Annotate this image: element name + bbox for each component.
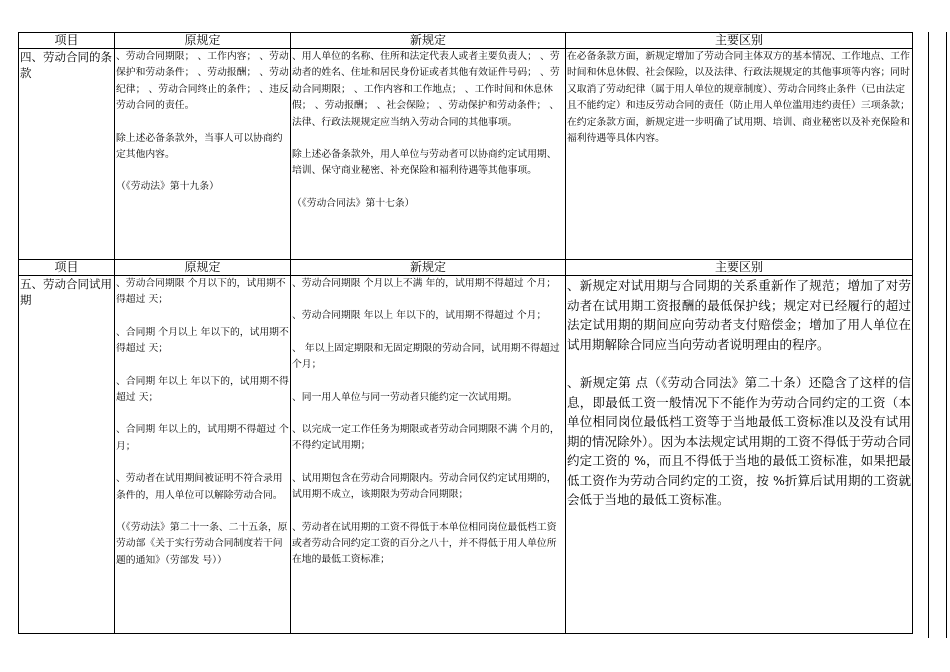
section4-new-p: 、用人单位的名称、住所和法定代表人或者主要负责人； 、劳动者的姓名、住址和居民身份证或者其他有效证件号码； 、劳动合同期限； 、工作内容和工作地点； 、工作时间和休息休假； 、劳动报酬； 、社会保险； 、劳动保护和劳动条件； 、法律、行政法规规定应当纳入劳动合同的其他事项。 [292, 51, 560, 128]
header-row [19, 33, 913, 49]
section4-diff-p: 在必备条款方面，新规定增加了劳动合同主体双方的基本情况、工作地点、工作时间和休息休假、社会保险，以及法律、行政法规规定的其他事项等内容；同时又取消了劳动纪律（属于用人单位的规章制度）、劳动合同终止条件（已由法定且不能约定）和违反劳动合同的责任（防止用人单位滥用违约责任）三项条款；在约定条款方面，新规定进一步明确了试用期、培训、商业秘密以及补充保险和福利待遇等具体内容。 [567, 51, 910, 145]
section5-old-p: 、劳动合同期限 个月以下的，试用期不得超过 天； [116, 278, 286, 306]
section5-item: 五、劳动合同试用期 [19, 276, 115, 634]
header-item: 项目 [19, 33, 115, 49]
header-diff: 主要区别 [566, 260, 913, 276]
section5-old-p: 、劳动者在试用期间被证明不符合录用条件的，用人单位可以解除劳动合同。 [116, 473, 283, 501]
section4-old-p: （《劳动法》第十九条） [116, 181, 219, 193]
section5-new-p: 、劳动者在试用期的工资不得低于本单位相同岗位最低档工资或者劳动合同约定工资的百分之八十，并不得低于用人单位所在地的最低工资标准； [292, 521, 557, 566]
section5-diff [566, 276, 913, 634]
section5-diff-p: 、新规定第 点（《劳动合同法》第二十条）还隐含了这样的信息，即最低工资一般情况下不能作为劳动合同约定的工资（本单位相同岗位最低档工资等于当地最低工资标准以及没有试用期的情况除外）。因为本法规定试用期的工资不得低于劳动合同约定工资的 %，而且不得低于当地的最低工资标准，如果把最低工资作为劳动合同约定的工资，按 %折算后试用期的工资就会低于当地的最低工资标准。 [567, 375, 911, 507]
section5-new-p: 、试用期包含在劳动合同期限内。劳动合同仅约定试用期的，试用期不成立，该期限为劳动合同期限； [292, 472, 557, 501]
header-old: 原规定 [115, 260, 291, 276]
section4-item: 四、劳动合同的条款 [19, 49, 115, 260]
section4-diff [566, 49, 913, 260]
section5-old-p: （《劳动法》第二十一条、二十五条，原劳动部《关于实行劳动合同制度若干问题的通知》（劳部发 号）） [116, 522, 288, 566]
section4-row [19, 49, 913, 260]
header-item: 项目 [19, 260, 115, 276]
header-old: 原规定 [115, 33, 291, 49]
header-new: 新规定 [291, 33, 566, 49]
section5-new [291, 276, 566, 634]
comparison-table [18, 32, 913, 634]
document-page [18, 32, 930, 638]
section5-new-p: 、同一用人单位与同一劳动者只能约定一次试用期。 [292, 391, 518, 403]
section4-old-p: 、劳动合同期限； 、工作内容； 、劳动保护和劳动条件； 、劳动报酬； 、劳动纪律； 、劳动合同终止的条件； 、违反劳动合同的责任。 [116, 51, 289, 112]
header-diff: 主要区别 [566, 33, 913, 49]
section4-old-p: 除上述必备条款外，当事人可以协商约定其他内容。 [116, 132, 283, 161]
header-new: 新规定 [291, 260, 566, 276]
section5-old-p: 、合同期 年以上的，试用期不得超过 个月； [116, 424, 289, 452]
section5-new-p: 、劳动合同期限 个月以上不满 年的，试用期不得超过 个月； [292, 278, 557, 289]
section5-new-p: 、 年以上固定期限和无固定期限的劳动合同，试用期不得超过 个月； [292, 342, 560, 371]
page-border-line [928, 32, 929, 638]
page-border-line [946, 32, 947, 638]
section5-old [115, 276, 291, 634]
section4-new [291, 49, 566, 260]
header-row-2 [19, 260, 913, 276]
section5-new-p: 、以完成一定工作任务为期限或者劳动合同期限不满 个月的，不得约定试用期； [292, 424, 560, 452]
section5-new-p: 、劳动合同期限 年以上 年以下的，试用期不得超过 个月； [292, 310, 547, 322]
section4-new-p: （《劳动合同法》第十七条） [292, 197, 415, 209]
section5-row [19, 276, 913, 634]
section5-old-p: 、合同期 年以上 年以下的，试用期不得超过 天； [116, 375, 289, 404]
section5-diff-p: 、新规定对试用期与合同期的关系重新作了规范；增加了对劳动者在试用期工资报酬的最低保护线；规定对已经履行的超过法定试用期的期间应向劳动者支付赔偿金；增加了用人单位在试用期解除合同应当向劳动者说明理由的程序。 [567, 278, 911, 352]
section5-old-p: 、合同期 个月以上 年以下的，试用期不得超过 天； [116, 326, 289, 355]
section4-old [115, 49, 291, 260]
section4-new-p: 除上述必备条款外，用人单位与劳动者可以协商约定试用期、培训、保守商业秘密、补充保险和福利待遇等其他事项。 [292, 149, 557, 177]
